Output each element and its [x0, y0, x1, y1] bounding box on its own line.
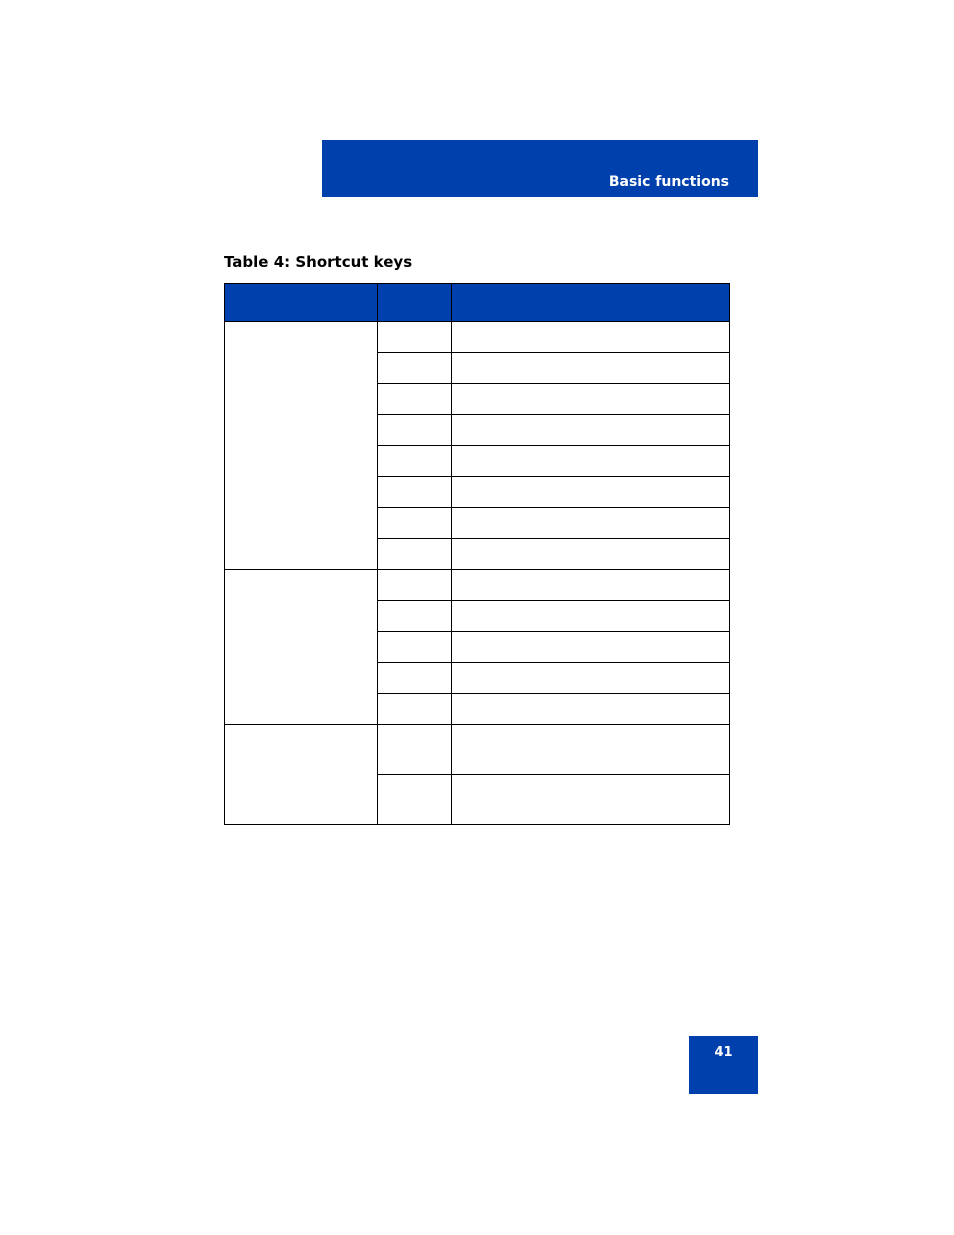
description-cell	[452, 446, 730, 477]
section-header-bar	[322, 140, 758, 197]
key-cell	[378, 663, 452, 694]
description-cell	[452, 694, 730, 725]
description-cell	[452, 322, 730, 353]
key-cell	[378, 570, 452, 601]
description-cell	[452, 415, 730, 446]
description-cell	[452, 384, 730, 415]
page-number-box	[689, 1036, 758, 1094]
column-header	[378, 284, 452, 322]
description-cell	[452, 725, 730, 775]
column-header	[225, 284, 378, 322]
description-cell	[452, 570, 730, 601]
group-label-cell	[225, 322, 378, 570]
group-label-cell	[225, 725, 378, 825]
page-number: 41	[714, 1045, 733, 1060]
column-header	[452, 284, 730, 322]
key-cell	[378, 322, 452, 353]
key-cell	[378, 694, 452, 725]
description-cell	[452, 663, 730, 694]
description-cell	[452, 632, 730, 663]
group-label-cell	[225, 570, 378, 725]
key-cell	[378, 632, 452, 663]
key-cell	[378, 601, 452, 632]
key-cell	[378, 446, 452, 477]
description-cell	[452, 601, 730, 632]
key-cell	[378, 415, 452, 446]
table-row	[225, 322, 730, 353]
key-cell	[378, 384, 452, 415]
table-row	[225, 725, 730, 775]
key-cell	[378, 508, 452, 539]
key-cell	[378, 725, 452, 775]
description-cell	[452, 508, 730, 539]
key-cell	[378, 353, 452, 384]
description-cell	[452, 539, 730, 570]
table-row	[225, 570, 730, 601]
table-caption: Table 4: Shortcut keys	[224, 253, 413, 271]
key-cell	[378, 477, 452, 508]
shortcut-keys-table	[224, 283, 730, 825]
key-cell	[378, 775, 452, 825]
description-cell	[452, 353, 730, 384]
key-cell	[378, 539, 452, 570]
description-cell	[452, 775, 730, 825]
description-cell	[452, 477, 730, 508]
table-header-row	[225, 284, 730, 322]
section-title: Basic functions	[608, 174, 729, 190]
